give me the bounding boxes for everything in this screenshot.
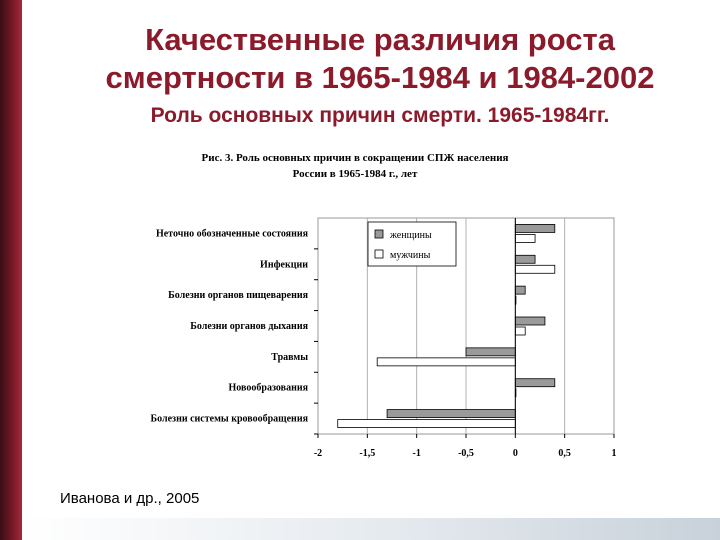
slide-subtitle: Роль основных причин смерти. 1965-1984гг. — [150, 104, 610, 127]
x-tick-label: 1 — [611, 448, 617, 459]
legend-swatch — [375, 250, 383, 258]
bar-men — [338, 420, 516, 428]
slide-title-line1: Качественные различия роста — [145, 22, 615, 57]
bar-women — [466, 348, 515, 356]
chart-title-line2: России в 1965-1984 г., лет — [292, 168, 418, 180]
bar-women — [515, 224, 554, 232]
bar-men — [515, 265, 554, 273]
legend-label: мужчины — [390, 250, 431, 261]
bar-men — [515, 327, 525, 335]
category-label: Неточно обозначенные состояния — [155, 228, 308, 240]
chart-title-line1: Рис. 3. Роль основных причин в сокращении СПЖ населения — [201, 152, 509, 164]
bar-women — [515, 379, 554, 387]
bar-men — [515, 234, 535, 242]
x-tick-label: -2 — [313, 448, 323, 459]
bar-women — [515, 286, 525, 294]
category-label: Новообразования — [228, 382, 308, 394]
category-label: Болезни системы кровообращения — [150, 413, 308, 425]
legend-swatch — [375, 230, 383, 238]
bar-women — [387, 410, 515, 418]
x-tick-label: 0,5 — [558, 448, 571, 459]
x-tick-label: -0,5 — [458, 448, 474, 459]
category-label: Болезни органов дыхания — [190, 321, 308, 332]
legend-label: женщины — [390, 230, 432, 241]
category-label: Инфекции — [260, 259, 308, 271]
x-tick-label: -1 — [412, 448, 421, 459]
x-tick-label: 0 — [512, 448, 518, 459]
slide-title-line2: смертности в 1965-1984 и 1984-2002 — [105, 60, 655, 95]
category-label: Травмы — [271, 351, 308, 363]
category-label: Болезни органов пищеварения — [168, 290, 308, 302]
bar-women — [515, 317, 545, 325]
bar-men — [377, 358, 515, 366]
source-citation: Иванова и др., 2005 — [60, 490, 200, 507]
bar-women — [515, 255, 535, 263]
x-tick-label: -1,5 — [359, 448, 376, 459]
